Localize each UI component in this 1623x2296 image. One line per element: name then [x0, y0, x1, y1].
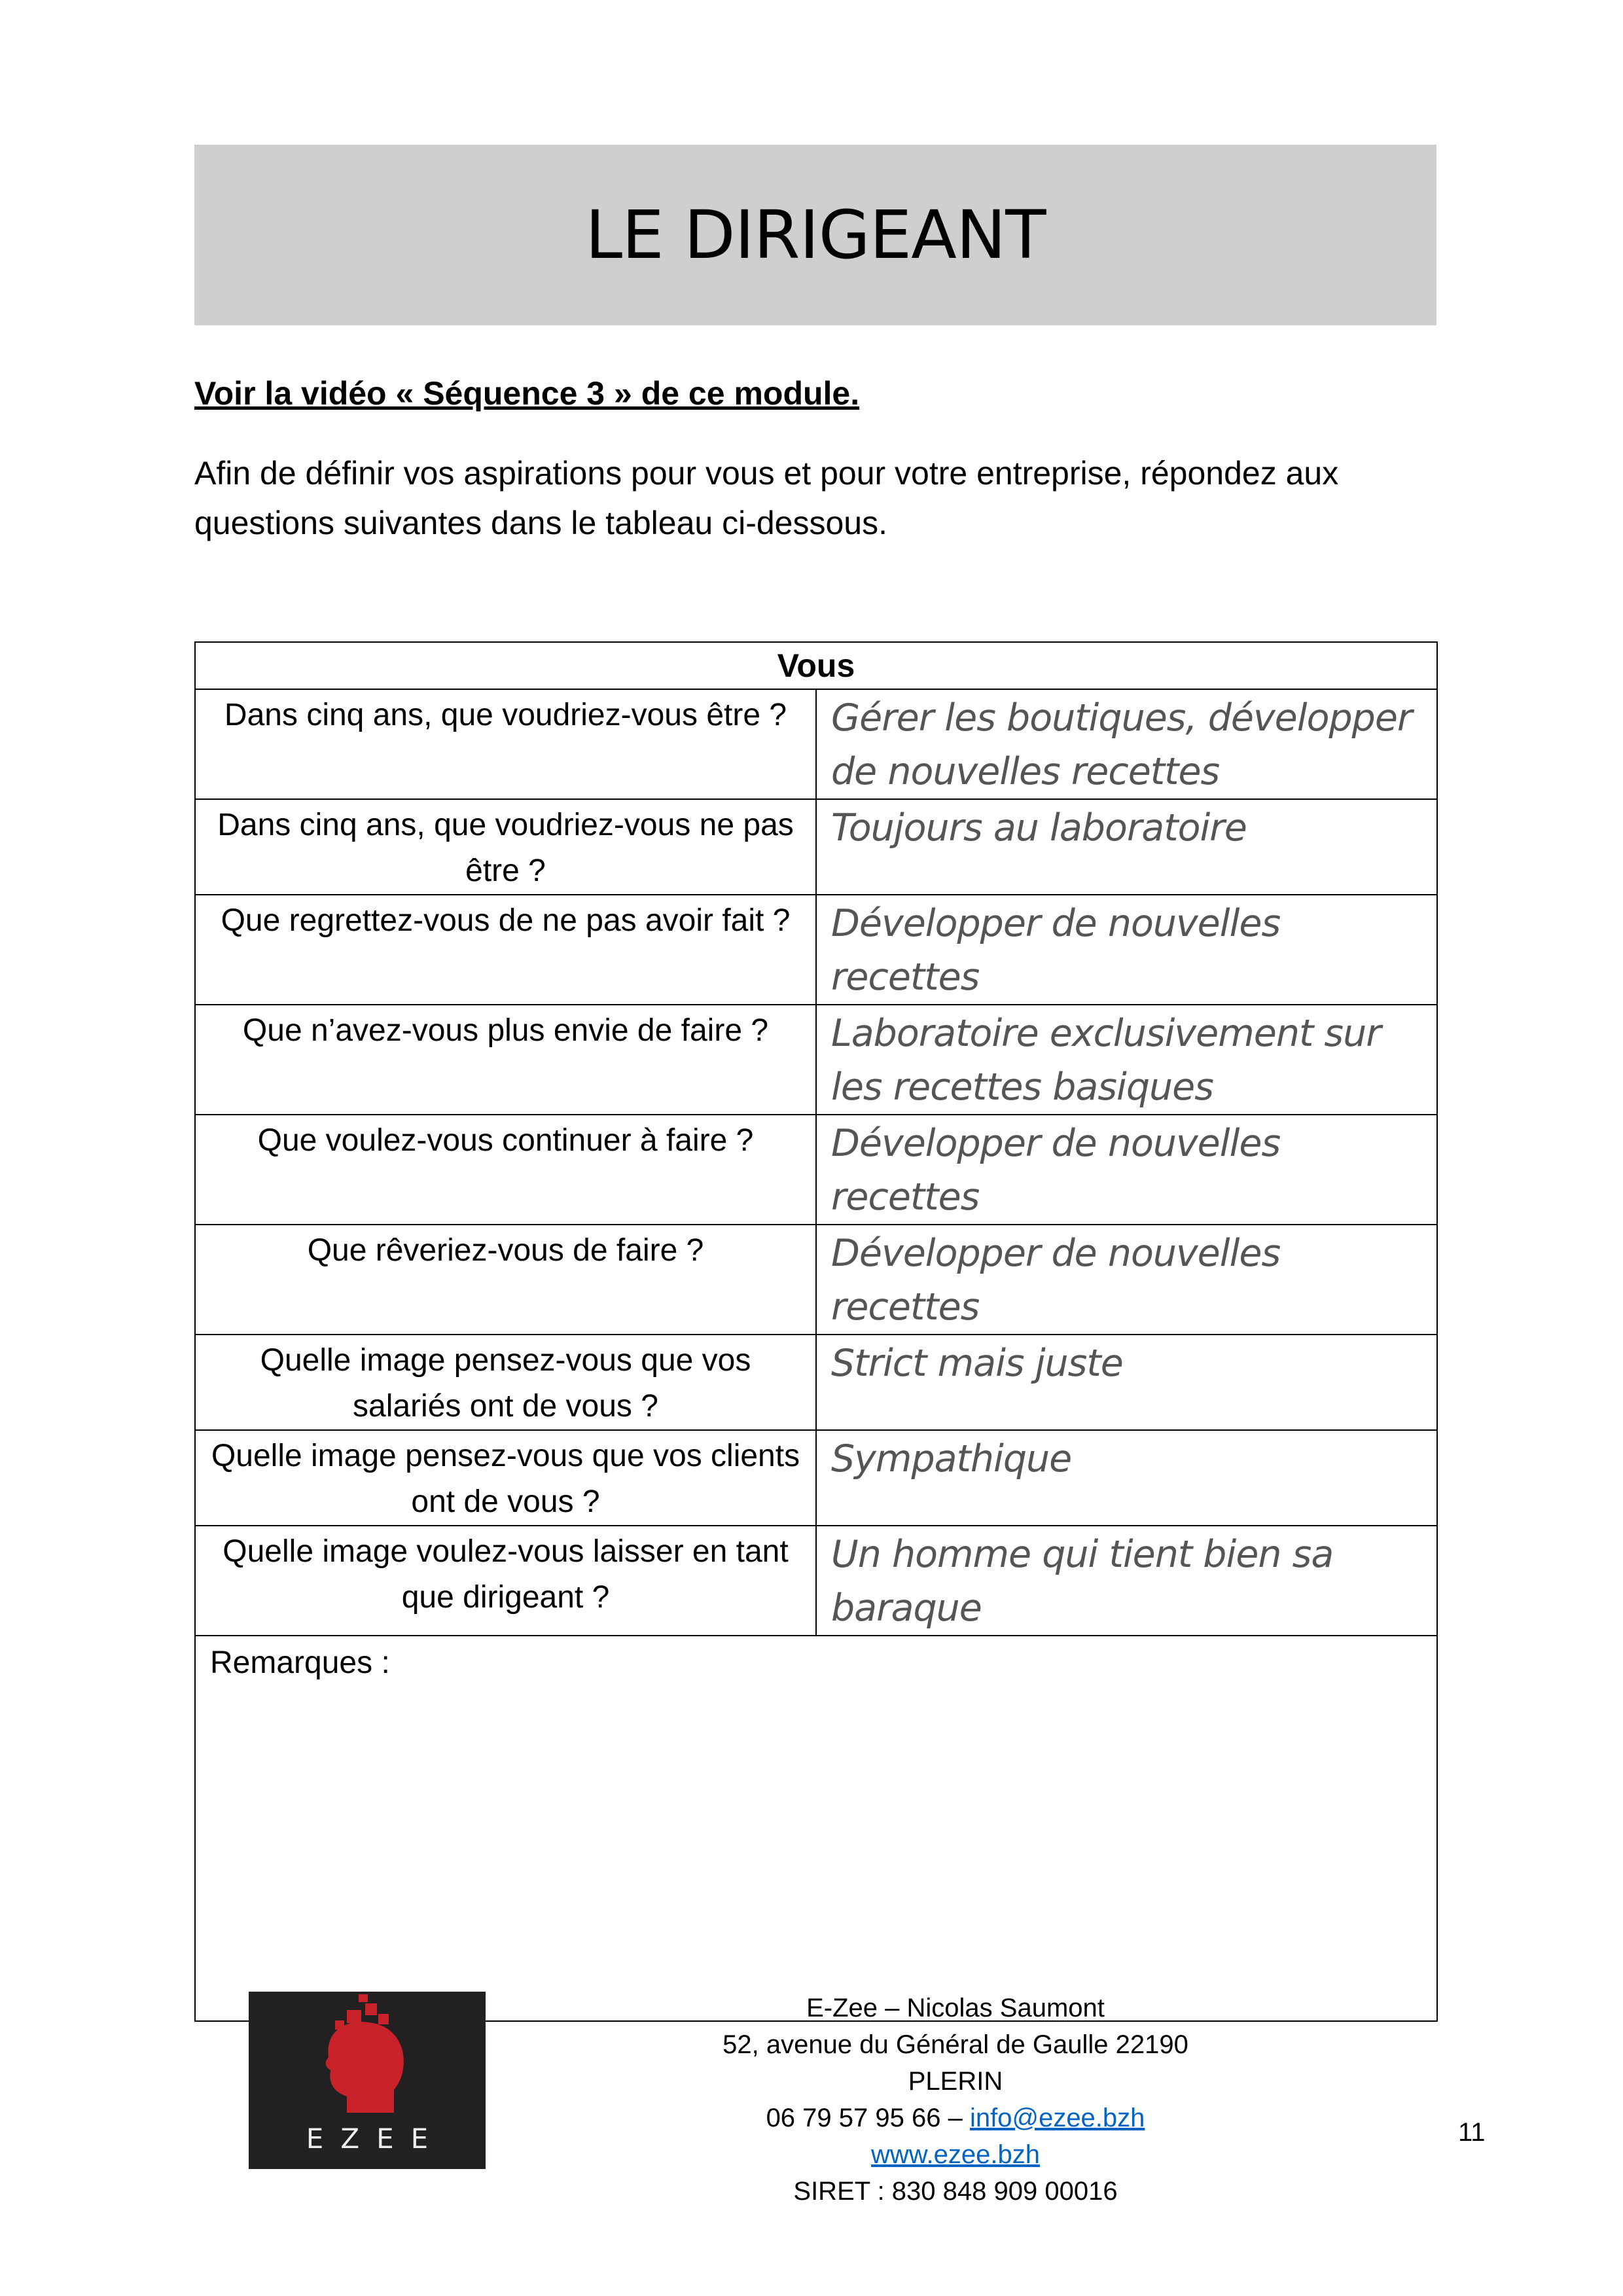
- question-cell: Quelle image pensez-vous que vos salariés ont de vous ?: [195, 1335, 816, 1430]
- table-row: [195, 1335, 1437, 1430]
- question-cell: Que voulez-vous continuer à faire ?: [195, 1115, 816, 1225]
- answer-cell[interactable]: Développer de nouvelles recettes: [816, 1115, 1437, 1225]
- website-link[interactable]: www.ezee.bzh: [871, 2140, 1040, 2169]
- footer-company: E-Zee – Nicolas Saumont: [806, 1994, 1105, 2022]
- question-cell: Dans cinq ans, que voudriez-vous être ?: [195, 689, 816, 799]
- questions-table: [194, 641, 1438, 2022]
- table-header: Vous: [195, 642, 1437, 689]
- question-cell: Quelle image voulez-vous laisser en tant que dirigeant ?: [195, 1526, 816, 1636]
- email-link[interactable]: info@ezee.bzh: [969, 2104, 1145, 2132]
- table-row: [195, 1430, 1437, 1526]
- table-row: [195, 799, 1437, 895]
- table-row: [195, 1225, 1437, 1335]
- answer-cell[interactable]: Strict mais juste: [816, 1335, 1437, 1430]
- title-banner: [194, 145, 1436, 325]
- question-cell: Quelle image pensez-vous que vos clients ont de vous ?: [195, 1430, 816, 1526]
- page-number: 11: [1458, 2118, 1486, 2147]
- remarks-row: [195, 1636, 1437, 2021]
- answer-cell[interactable]: Un homme qui tient bien sa baraque: [816, 1526, 1437, 1636]
- question-cell: Que regrettez-vous de ne pas avoir fait ?: [195, 895, 816, 1005]
- ezee-logo: [249, 1992, 486, 2169]
- answer-cell[interactable]: Sympathique: [816, 1430, 1437, 1526]
- table-header-row: [195, 642, 1437, 689]
- footer-contact: [681, 2100, 1230, 2136]
- video-instruction: Voir la vidéo « Séquence 3 » de ce module.: [194, 375, 860, 412]
- remarks-cell[interactable]: [195, 1636, 1437, 2021]
- table-row: [195, 1005, 1437, 1115]
- footer: [681, 1990, 1230, 2210]
- answer-cell[interactable]: Développer de nouvelles recettes: [816, 895, 1437, 1005]
- question-cell: Que n’avez-vous plus envie de faire ?: [195, 1005, 816, 1115]
- answer-cell[interactable]: Développer de nouvelles recettes: [816, 1225, 1437, 1335]
- footer-siret: SIRET : 830 848 909 00016: [793, 2177, 1118, 2206]
- answer-cell[interactable]: Laboratoire exclusivement sur les recettes basiques: [816, 1005, 1437, 1115]
- answer-cell[interactable]: Toujours au laboratoire: [816, 799, 1437, 895]
- remarks-label: Remarques :: [210, 1645, 390, 1680]
- table-row: [195, 1526, 1437, 1636]
- table-row: [195, 689, 1437, 799]
- question-cell: Que rêveriez-vous de faire ?: [195, 1225, 816, 1335]
- question-cell: Dans cinq ans, que voudriez-vous ne pas être ?: [195, 799, 816, 895]
- table-row: [195, 1115, 1437, 1225]
- logo-text: EZEE: [306, 2123, 446, 2155]
- intro-paragraph: Afin de définir vos aspirations pour vous et pour votre entreprise, répondez aux questions suivantes dans le tableau ci-dessous.: [194, 455, 1339, 541]
- answer-cell[interactable]: Gérer les boutiques, développer de nouvelles recettes: [816, 689, 1437, 799]
- footer-address: 52, avenue du Général de Gaulle 22190 PLERIN: [722, 2030, 1188, 2096]
- footer-phone: 06 79 57 95 66 –: [766, 2104, 963, 2132]
- head-puzzle-icon: [249, 1992, 486, 2123]
- page-title: LE DIRIGEANT: [585, 196, 1046, 274]
- table-row: [195, 895, 1437, 1005]
